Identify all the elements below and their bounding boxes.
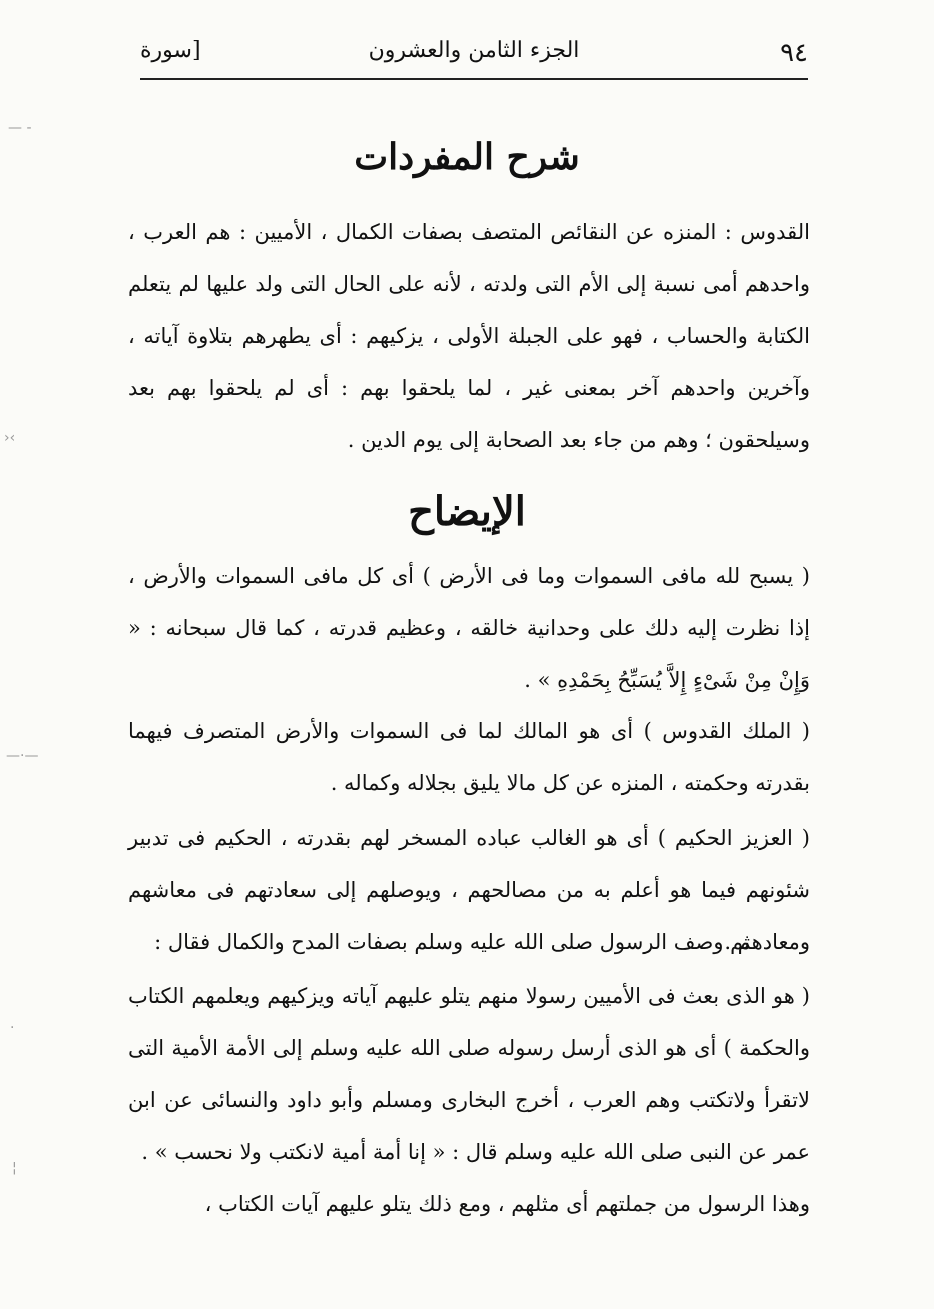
explanation-paragraph-3: ( العزيز الحكيم ) أى هو الغالب عباده المسخر لهم بقدرته ، الحكيم فى تدبير شئونهم فيما هو أعلم به من مصالحهم ، ويوصلهم إلى سعادتهم فى معاشهم ومعادهم . [128,826,810,954]
section-heading-explanation: الإيضاح [408,488,526,535]
explanation-paragraph-1: ( يسبح لله مافى السموات وما فى الأرض ) أى كل مافى السموات والأرض ، إذا نظرت إليه دلك على وحدانية خالقه ، وعظيم قدرته ، كما قال سبحانه : « وَإِنْ مِنْ شَىْءٍ إِلاَّ يُسَبِّحُ بِحَمْدِهِ » . [128,564,810,692]
running-title: الجزء الثامن والعشرون [368,38,580,63]
page-number: ٩٤ [780,38,808,68]
explanation-paragraph-4: ثم وصف الرسول صلى الله عليه وسلم بصفات المدح والكمال فقال : [154,930,750,954]
section-heading-vocabulary: شرح المفردات [354,136,580,178]
explanation-paragraph-5: ( هو الذى بعث فى الأميين رسولا منهم يتلو عليهم آياته ويزكيهم ويعلمهم الكتاب والحكمة ) أى هو الذى أرسل رسوله صلى الله عليه وسلم إلى الأمة الأمية التى لاتقرأ ولاتكتب وهم العرب ، أخرج البخارى ومسلم وأبو داود والنسائى عن ابن عمر عن النبى صلى الله عليه وسلم قال : « إنا أمة أمية لانكتب ولا نحسب » . [128,984,810,1164]
surah-label: [سورة [140,38,201,63]
scan-margin-mark: ›‹ [4,430,16,446]
scan-margin-mark: · [10,1020,15,1036]
vocabulary-paragraph: القدوس : المنزه عن النقائص المتصف بصفات الكمال ، الأميين : هم العرب ، واحدهم أمى نسبة إلى الأم التى ولدته ، لأنه على الحال التى ولد عليها لم يتعلم الكتابة والحساب ، فهو على الجبلة الأولى ، يزكيهم : أى يطهرهم بتلاوة آياته ، وآخرين واحدهم آخر بمعنى غير ، لما يلحقوا بهم : أى لم يلحقوا بهم بعد وسيلحقون ؛ وهم من جاء بعد الصحابة إلى يوم الدين . [128,220,810,452]
scan-margin-mark: ¦ [12,1160,17,1176]
explanation-paragraph-2: ( الملك القدوس ) أى هو المالك لما فى السموات والأرض المتصرف فيهما بقدرته وحكمته ، المنزه عن كل مالا يليق بجلاله وكماله . [128,719,810,795]
running-header [140,34,808,74]
header-rule [140,78,808,80]
scan-margin-mark: —·— [6,748,39,764]
scan-margin-mark: — - [8,120,32,136]
explanation-paragraph-6: وهذا الرسول من جملتهم أى مثلهم ، ومع ذلك يتلو عليهم آيات الكتاب ، [204,1192,810,1216]
